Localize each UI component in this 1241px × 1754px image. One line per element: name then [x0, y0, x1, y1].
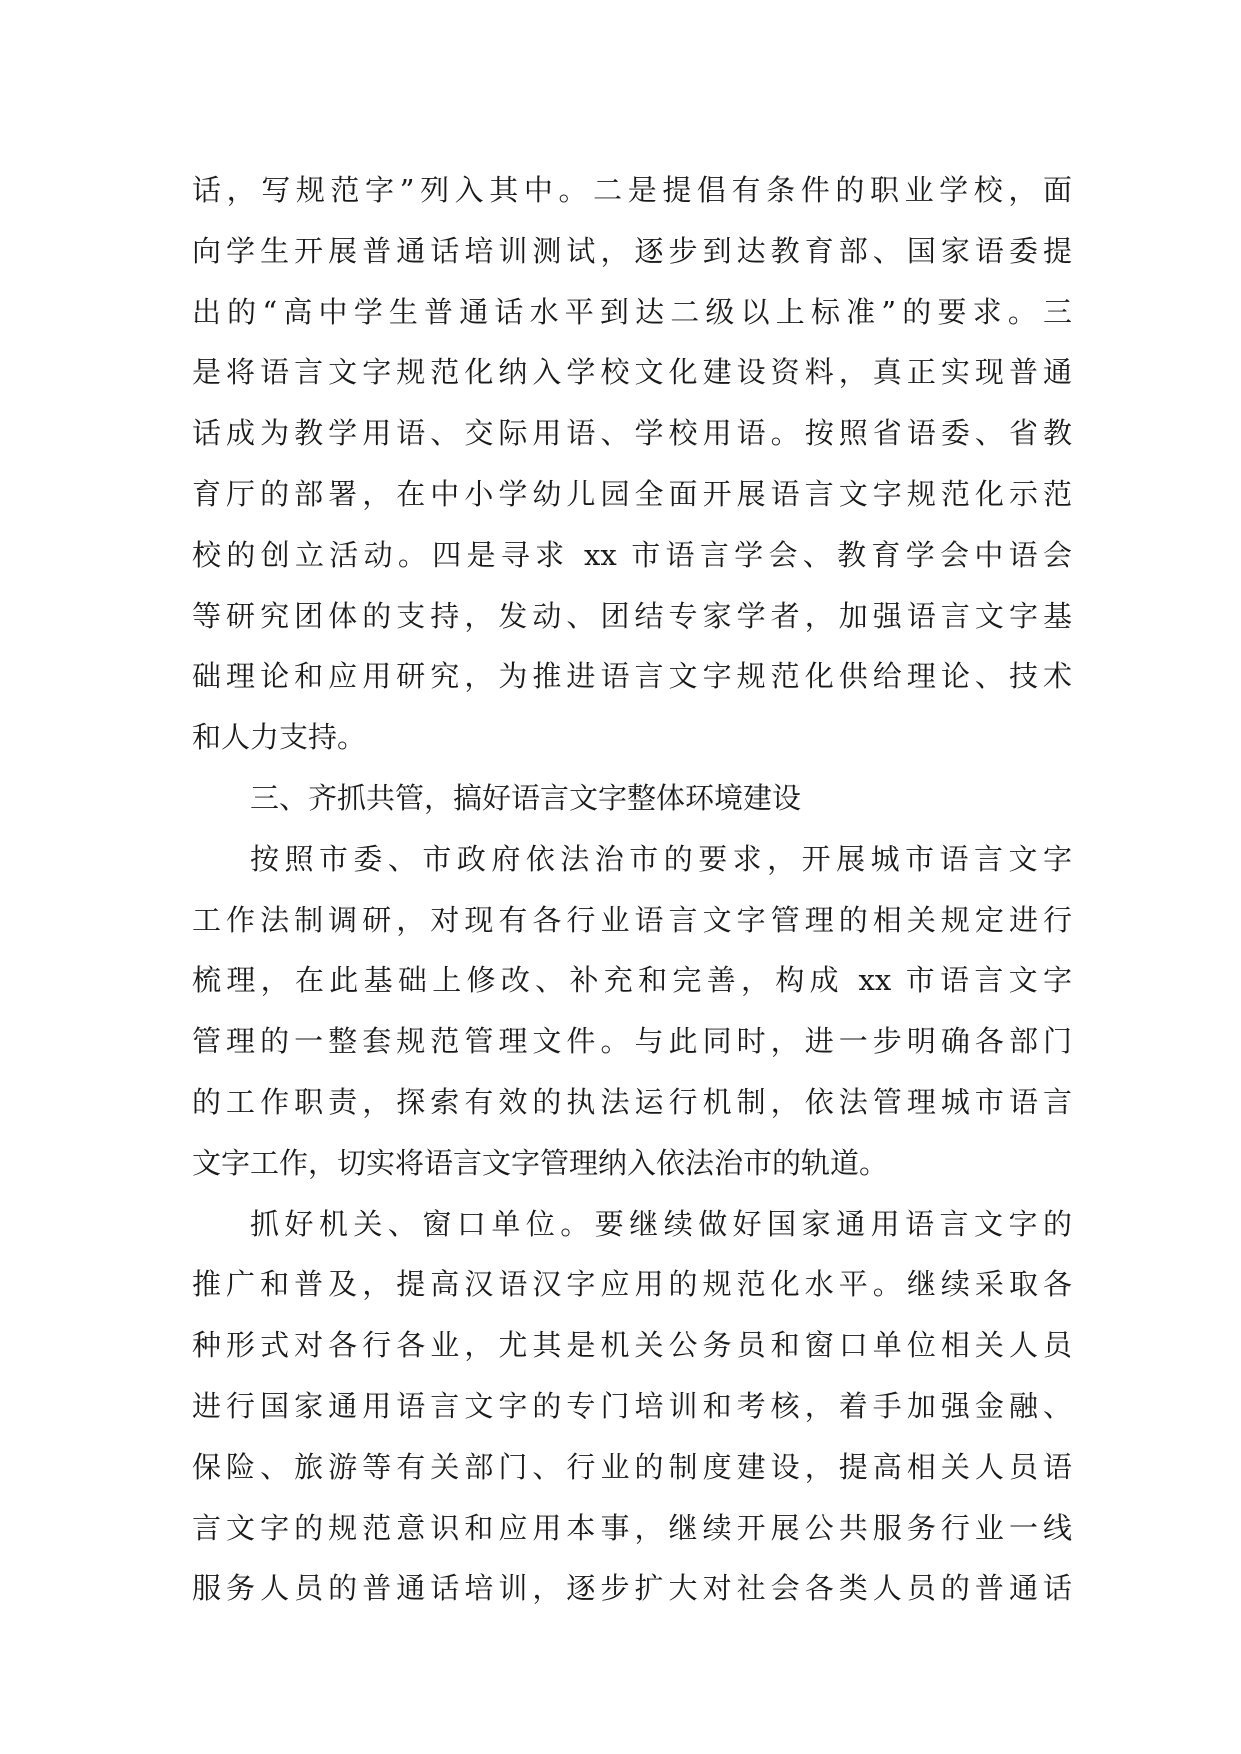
text-line: 等研究团体的支持，发动、团结专家学者，加强语言文字基 — [192, 598, 1072, 633]
text-line: 抓好机关、窗口单位。要继续做好国家通用语言文字的 — [250, 1206, 1072, 1241]
text-line: 言文字的规范意识和应用本事，继续开展公共服务行业一线 — [192, 1510, 1072, 1545]
text-line: 按照市委、市政府依法治市的要求，开展城市语言文字 — [250, 841, 1072, 876]
text-line: 育厅的部署，在中小学幼儿园全面开展语言文字规范化示范 — [192, 476, 1072, 511]
text-line: 话，写规范字”列入其中。二是提倡有条件的职业学校，面 — [192, 173, 1072, 207]
text-line: 文字工作，切实将语言文字管理纳入依法治市的轨道。 — [192, 1145, 889, 1180]
text-line: 的工作职责，探索有效的执法运行机制，依法管理城市语言 — [192, 1084, 1072, 1119]
text-line: 向学生开展普通话培训测试，逐步到达教育部、国家语委提 — [192, 233, 1072, 268]
text-line: 话成为教学用语、交际用语、学校用语。按照省语委、省教 — [192, 416, 1072, 451]
body-text — [192, 160, 1072, 1619]
text-line: 校的创立活动。四是寻求 xx 市语言学会、教育学会中语会 — [192, 537, 1072, 572]
text-line: 种形式对各行各业，尤其是机关公务员和窗口单位相关人员 — [192, 1328, 1072, 1363]
text-line: 和人力支持。 — [192, 720, 367, 755]
text-line: 进行国家通用语言文字的专门培训和考核，着手加强金融、 — [192, 1388, 1072, 1423]
text-line: 工作法制调研，对现有各行业语言文字管理的相关规定进行 — [192, 902, 1072, 937]
text-line: 服务人员的普通话培训，逐步扩大对社会各类人员的普通话 — [192, 1571, 1072, 1606]
text-line: 出的“高中学生普通话水平到达二级以上标准”的要求。三 — [192, 294, 1072, 329]
text-line: 保险、旅游等有关部门、行业的制度建设，提高相关人员语 — [192, 1449, 1072, 1484]
text-line: 三、齐抓共管，搞好语言文字整体环境建设 — [250, 780, 802, 815]
text-line: 推广和普及，提高汉语汉字应用的规范化水平。继续采取各 — [192, 1267, 1072, 1302]
text-line: 是将语言文字规范化纳入学校文化建设资料，真正实现普通 — [192, 355, 1072, 390]
text-line: 础理论和应用研究，为推进语言文字规范化供给理论、技术 — [192, 659, 1072, 694]
text-line: 梳理，在此基础上修改、补充和完善，构成 xx 市语言文字 — [192, 963, 1072, 998]
text-line: 管理的一整套规范管理文件。与此同时，进一步明确各部门 — [192, 1024, 1072, 1059]
